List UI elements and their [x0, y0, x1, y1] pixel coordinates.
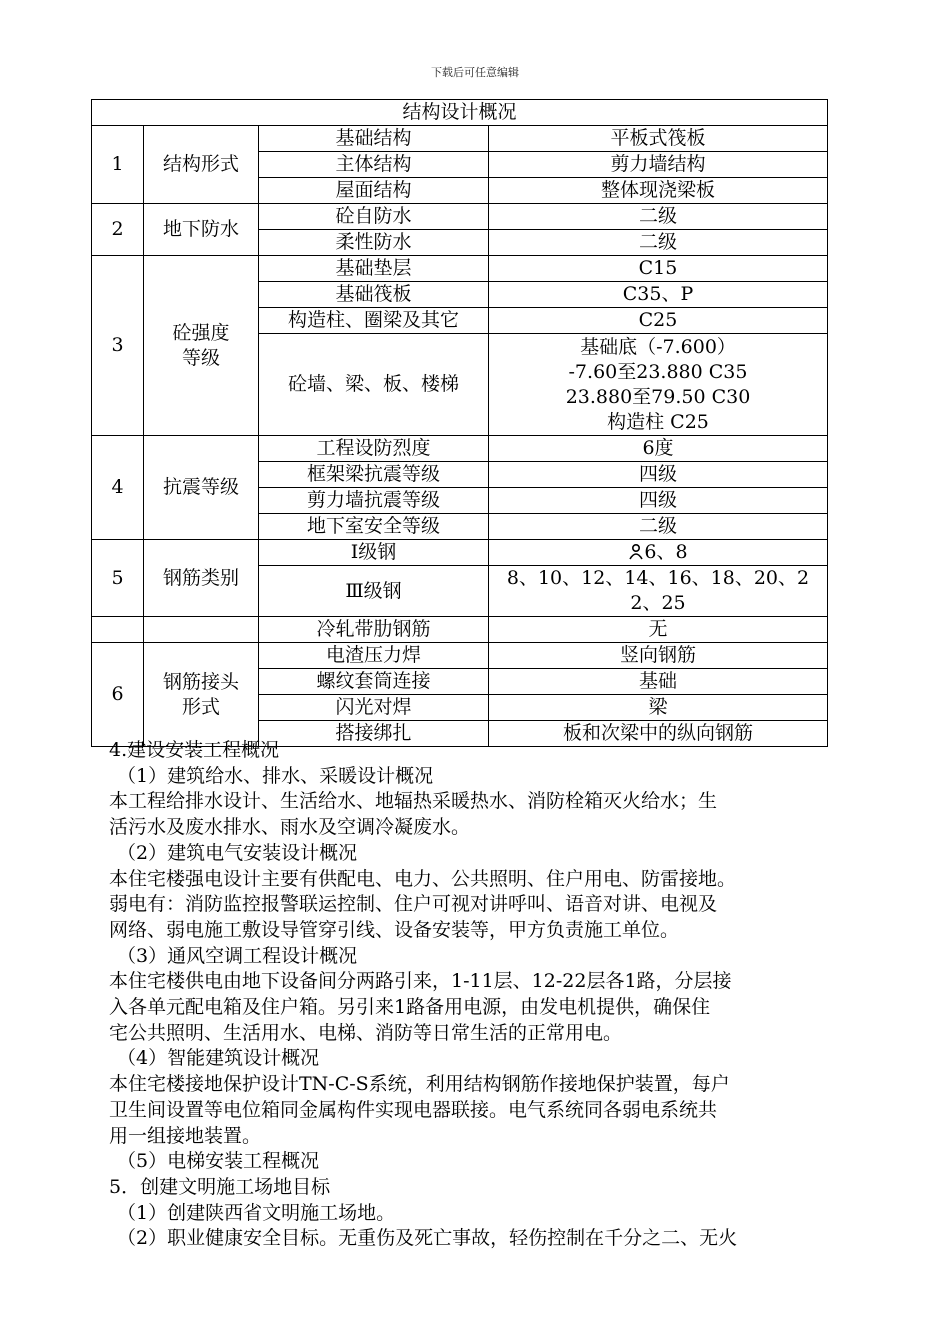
group-number: 1 [92, 126, 144, 204]
value-cell: 平板式筏板 [489, 126, 828, 152]
item-cell: 基础筏板 [259, 282, 489, 308]
subsection-heading: （2）职业健康安全目标。无重伤及死亡事故，轻伤控制在千分之二、无火 [117, 1227, 738, 1250]
value-cell: 梁 [489, 695, 828, 721]
table-row [92, 204, 828, 230]
value-text: 6、8 [644, 541, 688, 563]
group-category: 地下防水 [144, 204, 259, 256]
rebar-diameter-icon [628, 543, 644, 561]
group-number [92, 617, 144, 643]
value-line: 构造柱 C25 [607, 410, 709, 433]
item-cell: 砼墙、梁、板、楼梯 [259, 334, 489, 436]
value-line: 23.880至79.50 C30 [565, 385, 751, 408]
value-cell: 无 [489, 617, 828, 643]
value-line: -7.60至23.880 C35 [568, 360, 748, 383]
item-cell: 柔性防水 [259, 230, 489, 256]
group-category: 结构形式 [144, 126, 259, 204]
section-heading: 4.建设安装工程概况 [109, 739, 280, 761]
item-cell: 冷轧带肋钢筋 [259, 617, 489, 643]
paragraph-line: 网络、弱电施工敷设导管穿引线、设备安装等，甲方负责施工单位。 [109, 918, 680, 941]
value-cell: C35、P [489, 282, 828, 308]
page-header: 下载后可任意编辑 [431, 66, 519, 79]
paragraph-line: 卫生间设置等电位箱同金属构件实现电器联接。电气系统同各弱电系统共 [109, 1098, 718, 1121]
paragraph-line: 宅公共照明、生活用水、电梯、消防等日常生活的正常用电。 [109, 1021, 623, 1044]
subsection-heading: （1）创建陕西省文明施工场地。 [117, 1201, 396, 1224]
subsection-heading: （4）智能建筑设计概况 [117, 1047, 320, 1070]
group-category: 钢筋类别 [144, 540, 259, 617]
value-line: 2、25 [630, 592, 686, 614]
table-row [92, 540, 828, 566]
item-cell: Ⅲ级钢 [259, 566, 489, 617]
group-category [144, 643, 259, 747]
section-heading: 5．创建文明施工场地目标 [109, 1175, 331, 1198]
group-number: 3 [92, 256, 144, 436]
category-line: 砼强度 [172, 321, 230, 344]
group-category [144, 256, 259, 436]
value-cell: 二级 [489, 230, 828, 256]
value-cell: 板和次梁中的纵向钢筋 [489, 721, 828, 747]
table-row [92, 643, 828, 669]
paragraph-line: 本住宅楼供电由地下设备间分两路引来，1-11层、12-22层各1路，分层接 [109, 970, 732, 993]
structure-design-table [91, 99, 828, 747]
table-row [92, 256, 828, 282]
value-cell: 二级 [489, 204, 828, 230]
paragraph-line: 入各单元配电箱及住户箱。另引来1路备用电源，由发电机提供，确保住 [109, 996, 711, 1019]
item-cell: 地下室安全等级 [259, 514, 489, 540]
value-cell: 二级 [489, 514, 828, 540]
item-cell: 闪光对焊 [259, 695, 489, 721]
item-cell: 基础结构 [259, 126, 489, 152]
paragraph-line: 用一组接地装置。 [109, 1124, 262, 1147]
subsection-heading: （2）建筑电气安装设计概况 [117, 841, 358, 864]
category-line: 形式 [181, 695, 220, 718]
subsection-heading: （1）建筑给水、排水、采暖设计概况 [117, 764, 434, 787]
value-cell: 四级 [489, 488, 828, 514]
item-cell: 工程设防烈度 [259, 436, 489, 462]
table-row [92, 617, 828, 643]
item-cell: 电渣压力焊 [259, 643, 489, 669]
value-cell: C15 [489, 256, 828, 282]
group-number: 2 [92, 204, 144, 256]
body-text [109, 738, 849, 1252]
value-cell [489, 540, 828, 566]
value-line: 基础底（-7.600） [580, 335, 736, 358]
paragraph-line: 本住宅楼接地保护设计TN-C-S系统，利用结构钢筋作接地保护装置，每户 [109, 1073, 730, 1096]
subsection-heading: （3）通风空调工程设计概况 [117, 944, 358, 967]
item-cell: 构造柱、圈梁及其它 [259, 308, 489, 334]
table-title: 结构设计概况 [92, 100, 828, 126]
value-cell: 四级 [489, 462, 828, 488]
item-cell: Ⅰ级钢 [259, 540, 489, 566]
value-cell: 竖向钢筋 [489, 643, 828, 669]
paragraph-line: 本工程给排水设计、生活给水、地辐热采暖热水、消防栓箱灭火给水；生 [109, 790, 718, 813]
category-line: 等级 [181, 346, 220, 369]
group-number: 5 [92, 540, 144, 617]
subsection-heading: （5）电梯安装工程概况 [117, 1150, 320, 1173]
value-cell: 剪力墙结构 [489, 152, 828, 178]
value-cell: C25 [489, 308, 828, 334]
item-cell: 搭接绑扎 [259, 721, 489, 747]
category-line: 钢筋接头 [162, 670, 239, 693]
group-category [144, 617, 259, 643]
table-row [92, 126, 828, 152]
value-cell: 基础 [489, 669, 828, 695]
group-number: 4 [92, 436, 144, 540]
item-cell: 屋面结构 [259, 178, 489, 204]
value-cell: 6度 [489, 436, 828, 462]
item-cell: 基础垫层 [259, 256, 489, 282]
value-line: 8、10、12、14、16、18、20、2 [506, 567, 810, 589]
item-cell: 砼自防水 [259, 204, 489, 230]
table-row [92, 436, 828, 462]
paragraph-line: 本住宅楼强电设计主要有供配电、电力、公共照明、住户用电、防雷接地。 [109, 867, 737, 890]
paragraph-line: 弱电有：消防监控报警联运控制、住户可视对讲呼叫、语音对讲、电视及 [109, 893, 718, 916]
group-category: 抗震等级 [144, 436, 259, 540]
item-cell: 剪力墙抗震等级 [259, 488, 489, 514]
value-cell [489, 334, 828, 436]
group-number: 6 [92, 643, 144, 747]
paragraph-line: 活污水及废水排水、雨水及空调冷凝废水。 [109, 816, 471, 839]
item-cell: 框架梁抗震等级 [259, 462, 489, 488]
item-cell: 主体结构 [259, 152, 489, 178]
item-cell: 螺纹套筒连接 [259, 669, 489, 695]
value-cell: 整体现浇梁板 [489, 178, 828, 204]
value-cell [489, 566, 828, 617]
